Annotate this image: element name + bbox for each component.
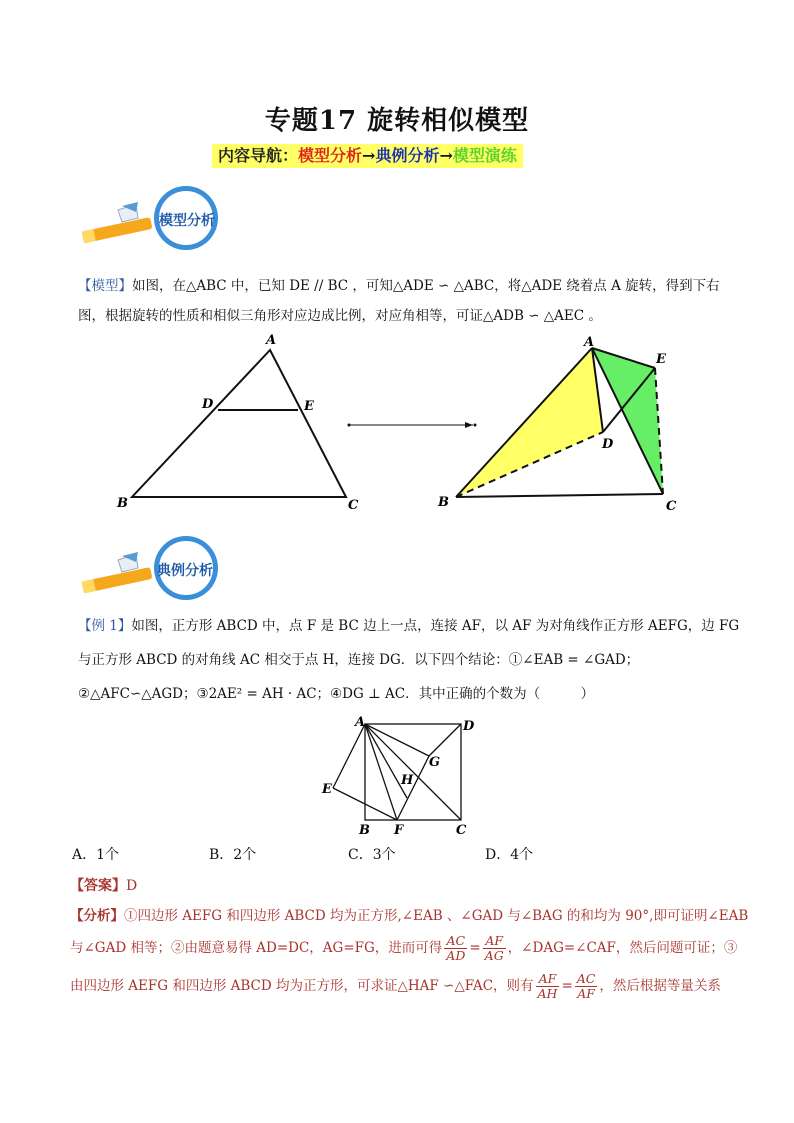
badge-example-analysis: 典例分析 <box>157 563 213 579</box>
nav-item-model-analysis: 模型分析 <box>298 146 363 165</box>
nav-prefix: 内容导航： <box>218 146 299 165</box>
figure-triangle-abc <box>100 330 380 520</box>
example1-label: 【例 1】 <box>78 618 132 634</box>
analysis-text-1: ①四边形 AEFG 和四边形 ABCD 均为正方形,∠EAB 、∠GAD 与∠BAG 的和均为 90°,即可证明∠EAB <box>124 908 749 924</box>
label-C: C <box>666 499 677 514</box>
analysis-line-2 <box>70 933 738 963</box>
label-E: E <box>656 352 666 367</box>
label-D: D <box>463 719 475 734</box>
label-C: C <box>456 823 467 838</box>
answer-value: D <box>126 878 138 894</box>
label-G: G <box>429 755 441 770</box>
answer <box>70 875 137 895</box>
label-A: A <box>266 333 277 348</box>
nav-arrow: → <box>439 146 453 165</box>
figure-rotated-triangles <box>430 330 690 520</box>
label-A: A <box>355 715 366 730</box>
answer-label: 【答案】 <box>70 878 126 894</box>
model-line-1 <box>78 275 738 297</box>
example1-line-2: 与正方形 ABCD 的对角线 AC 相交于点 H，连接 DG．以下四个结论：①∠EAB = ∠GAD； <box>78 652 640 668</box>
label-A: A <box>584 335 595 350</box>
analysis-line-1 <box>70 905 749 927</box>
label-B: B <box>438 495 449 510</box>
fraction-ac-af: $\frac{AC}{AF}$ <box>576 971 596 1001</box>
analysis-line-3 <box>70 971 730 1001</box>
nav-item-model-practice: 模型演练 <box>452 146 517 165</box>
equals-sign: = <box>469 940 481 956</box>
example1-line-3: ②△AFC∽△AGD；③2AE² = AH · AC；④DG ⊥ AC．其中正确的个数为（ ） <box>78 686 595 702</box>
analysis-text-3b: ，然后根据等量关系 <box>599 978 721 994</box>
nav-arrow: → <box>362 146 376 165</box>
model-paragraph <box>78 275 738 327</box>
analysis-label: 【分析】 <box>70 908 124 924</box>
model-label: 【模型】 <box>78 278 132 294</box>
example1-paragraph <box>78 615 748 705</box>
figure-squares <box>315 712 485 842</box>
label-H: H <box>401 773 414 788</box>
example1-text: 如图，正方形 ABCD 中，点 F 是 BC 边上一点，连接 AF，以 AF 为对角线作正方形 AEFG，边 FG <box>131 618 740 634</box>
label-E: E <box>304 399 314 414</box>
label-C: C <box>348 498 359 513</box>
option-b: B．2个 <box>209 847 257 863</box>
fraction-af-ah: $\frac{AF}{AH}$ <box>537 971 558 1001</box>
analysis-text-2b: ，∠DAG=∠CAF，然后问题可证；③ <box>507 940 738 956</box>
model-line-2: 图，根据旋转的性质和相似三角形对应边成比例，对应角相等，可证△ADB ∽ △AEC 。 <box>78 308 602 324</box>
fraction-ac-ad: $\frac{AC}{AD}$ <box>446 933 466 963</box>
nav-item-example-analysis: 典例分析 <box>375 146 440 165</box>
fraction-af-ag: $\frac{AF}{AG}$ <box>484 933 504 963</box>
equals-sign: = <box>561 978 573 994</box>
example1-line-1 <box>78 615 748 637</box>
option-a: A．1个 <box>72 847 120 863</box>
model-text: 如图，在△ABC 中，已知 DE // BC ，可知△ADE ∽ △ABC，将△ADE 绕着点 A 旋转，得到下右 <box>132 278 720 294</box>
label-B: B <box>359 823 370 838</box>
label-D: D <box>202 397 214 412</box>
label-E: E <box>322 782 332 797</box>
analysis-text-2a: 与∠GAD 相等；②由题意易得 AD=DC，AG=FG，进而可得 <box>70 940 443 956</box>
badge-model-analysis: 模型分析 <box>159 213 215 229</box>
option-d: D．4个 <box>485 847 534 863</box>
analysis-text-3a: 由四边形 AEFG 和四边形 ABCD 均为正方形，可求证△HAF ∽△FAC，则有 <box>70 978 534 994</box>
label-F: F <box>394 823 404 838</box>
content-navigation <box>212 144 523 168</box>
label-D: D <box>602 437 614 452</box>
label-B: B <box>117 496 128 511</box>
analysis <box>70 905 749 1001</box>
page-title: 专题17 旋转相似模型 <box>264 106 530 136</box>
option-c: C．3个 <box>348 847 396 863</box>
